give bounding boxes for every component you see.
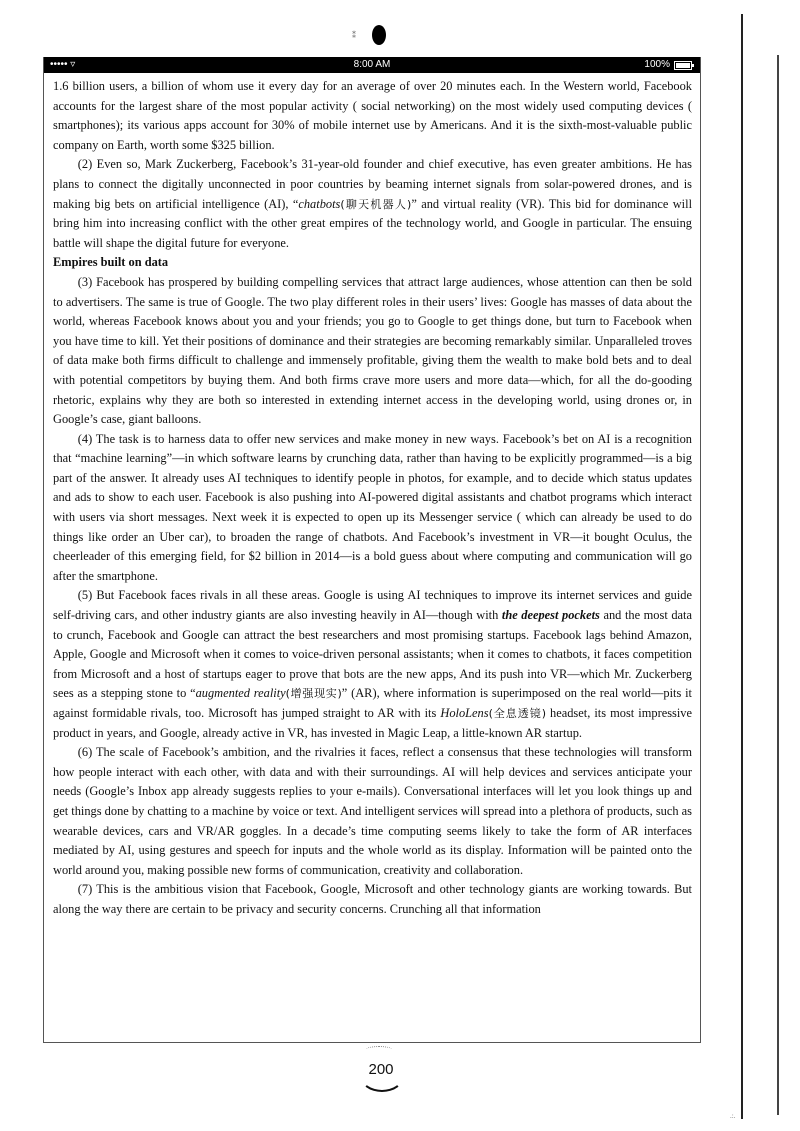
section-heading: Empires built on data — [53, 255, 169, 270]
device-top-bezel — [0, 22, 800, 52]
wifi-icon: ▿ — [70, 59, 76, 70]
decorative-arc — [366, 1046, 392, 1053]
page-number: 200 — [368, 1061, 394, 1078]
paragraph-6: (6) The scale of Facebook’s ambition, and the rivalries it faces, reflect a consensus that these technologies will transform how people interact with each other, with data and with their surroundings. AI will help devices and services anticipate your needs (Google’s Inbox app already suggests replies to your e-mails). Conversational interfaces will let you look things up and get things done by chatting to a machine by voice or text. And intelligent services will spread into a plethora of products, such as wearable devices, cars and VR/AR goggles. In a decade’s time computing seems likely to take the form of AR interfaces mediated by AI, using gestures and speech for inputs and the whole world as its display. Information will be painted onto the world around you, making possible new forms of communication, creativity and collaboration. — [53, 745, 692, 877]
status-bar — [44, 57, 700, 73]
paragraph-2: (2) Even so, Mark Zuckerberg, Facebook’s 31-year-old founder and chief executive, has even greater ambitions. He has plans to connect the digitally unconnected in poor countries by beaming internet signals from solar-powered drones, and is making big bets on artificial intelligence (AI), “chatbots(聊天机器人)” and virtual reality (VR). This bid for dominance will bring him into increasing conflict with the other great empires of the technology world, and Google in particular. The ensuing battle will shape the digital future for everyone. — [53, 157, 693, 250]
battery-icon — [674, 61, 692, 70]
edge-mark: .:. — [730, 1112, 736, 1120]
term-deepest-pockets: the deepest pockets — [501, 608, 600, 623]
page-edge-line — [777, 55, 779, 1115]
term-augmented-reality: augmented reality — [195, 686, 286, 701]
battery-percent: 100% — [644, 59, 670, 70]
paragraph-1: 1.6 billion users, a billion of whom use it every day for an average of over 20 minutes each. In the Western world, Facebook accounts for the largest share of the most popular activity ( social networking) on the most widely used computing devices ( smartphones); its various apps account for 30% of mobile internet use by Americans. And it is the sixth-most-valuable public company on Earth, worth some $325 billion. — [53, 79, 692, 152]
signal-dots: ••••• — [50, 59, 68, 70]
article-body — [44, 73, 700, 920]
cjk-gloss: (聊天机器人) — [340, 197, 412, 211]
term-hololens: HoloLens — [440, 706, 489, 720]
device-screen — [43, 57, 701, 1043]
camera-icon — [372, 25, 386, 45]
paragraph-5: (5) But Facebook faces rivals in all these areas. Google is using AI techniques to improve its internet services and guide self-driving cars, and other industry giants are also investing heavily in AI—though with the deepest pockets and the most data to crunch, Facebook and Google can attract the best researchers and most promising startups. Facebook lags behind Amazon, Apple, Google and Microsoft when it comes to voice-driven personal assistants; when it comes to chatbots, it faces competition from Microsoft and a host of startups eager to prove that bots are the new apps, And its push into VR—which Mr. Zuckerberg sees as a stepping stone to “augmented reality(增强现实)” (AR), where information is superimposed on the real world—pits it against formidable rivals, too. Microsoft has jumped straight to AR with its HoloLens(全息透镜) headset, its most impressive product in years, and Google, already active in VR, has invested in Magic Leap, a little-known AR startup. — [53, 588, 692, 740]
paragraph-4: (4) The task is to harness data to offer new services and make money in new ways. Facebook’s bet on AI is a recognition that “machine learning”—in which software learns by crunching data, rather than having to be explicitly programmed—is a big part of the answer. It already uses AI techniques to identify people in photos, for example, and to decide which status updates and ads to show to each user. Facebook is also pushing into AI-powered digital assistants and chatbot programs which interact with users via short messages. Next week it is expected to open up its Messenger service ( which can already be used to do things like order an Uber car), to broaden the range of chatbots. And Facebook’s investment in VR—it bought Oculus, the cheerleader of this emerging field, for $2 billion in 2014—is a bold guess about where computing and communication will go after the smartphone. — [53, 431, 692, 583]
page-number-badge — [356, 1046, 406, 1096]
term-chatbots: chatbots — [298, 196, 341, 211]
cjk-gloss: (全息透镜) — [488, 707, 546, 720]
paragraph-7: (7) This is the ambitious vision that Facebook, Google, Microsoft and other technology giants are working towards. But along the way there are certain to be privacy and security concerns. Crunching all that information — [53, 882, 692, 916]
paragraph-3: (3) Facebook has prospered by building compelling services that attract large audiences, whose attention can then be sold to advertisers. The same is true of Google. The two play different roles in their users’ lives: Google has masses of data about the world, whereas Facebook knows about you and your friends; you go to Google to get things done, but turn to Facebook when you have time to kill. Yet their positions of dominance and their strategies are becoming remarkably similar. Unparalleled troves of data make both firms difficult to challenge and immensely profitable, giving them the wealth to make bold bets and to deal with potential competitors by buying them. And both firms crave more users and more data—which, for all the do-gooding rhetoric, explains why they are both so interested in extending internet access in the developing world, using drones or, in Google’s case, giant balloons. — [53, 274, 692, 427]
battery-status — [644, 57, 692, 73]
page-edge-line — [741, 14, 743, 1119]
cjk-gloss: (增强现实) — [285, 687, 342, 701]
sensor-icon: ⁑ — [352, 31, 356, 40]
status-time: 8:00 AM — [353, 59, 391, 70]
